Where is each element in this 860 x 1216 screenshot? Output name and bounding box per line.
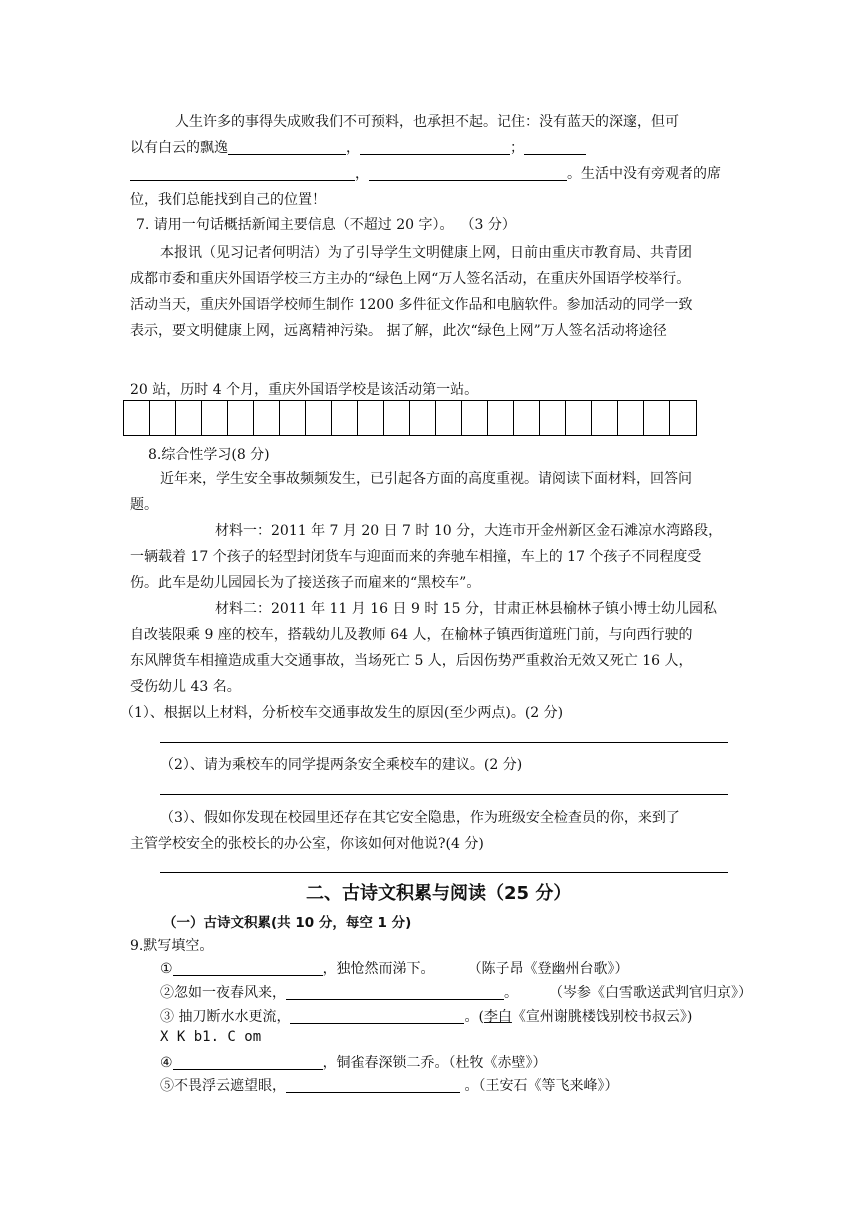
grid-cell[interactable]: [150, 401, 176, 435]
blank[interactable]: [360, 138, 510, 155]
q8-sub3-line-2: 主管学校安全的张校长的办公室，你该如何对他说?(4 分): [130, 836, 484, 852]
grid-cell[interactable]: [228, 401, 254, 435]
grid-cell[interactable]: [332, 401, 358, 435]
q7-prompt-text: 7. 请用一句话概括新闻主要信息（不超过 20 字）。: [136, 217, 454, 233]
item-marker: ①: [160, 961, 173, 977]
news-line-2: 成都市委和重庆外国语学校三方主办的“绿色上网“万人签名活动，在重庆外国语学校举行。: [130, 271, 691, 287]
grid-cell[interactable]: [436, 401, 462, 435]
item-text: ②忽如一夜春风来，: [160, 985, 286, 1001]
section2-subheading: （一）古诗文积累(共 10 分，每空 1 分): [163, 915, 412, 931]
item-author: 李白: [483, 1009, 512, 1025]
q9-title: 9.默写填空。: [130, 938, 214, 954]
material1-line-3: 伤。此车是幼儿园园长为了接送孩子而雇来的“黑校车”。: [130, 575, 481, 591]
blank[interactable]: [173, 959, 323, 976]
grid-cell[interactable]: [670, 401, 696, 435]
q8-intro-2: 题。: [130, 497, 158, 513]
section2-heading: 二、古诗文积累与阅读（25 分）: [306, 883, 572, 904]
grid-cell[interactable]: [644, 401, 670, 435]
q9-item-4: [160, 1052, 547, 1072]
item-marker: ④: [160, 1055, 173, 1071]
colon: ；: [510, 140, 524, 156]
q9-item-1: [160, 958, 629, 978]
passage-line-3: [130, 163, 721, 183]
item-source: 《宣州谢朓楼饯别校书叔云》): [511, 1009, 693, 1025]
grid-cell[interactable]: [202, 401, 228, 435]
material2-line-4: 受伤幼儿 43 名。: [130, 679, 241, 695]
blank[interactable]: [290, 1007, 464, 1024]
grid-cell[interactable]: [280, 401, 306, 435]
answer-line[interactable]: [160, 872, 728, 873]
blank[interactable]: [228, 138, 346, 155]
q9-item-5: [160, 1075, 618, 1095]
grid-cell[interactable]: [306, 401, 332, 435]
blank[interactable]: [369, 164, 567, 181]
q8-intro-1: 近年来，学生安全事故频频发生，已引起各方面的高度重视。请阅读下面材料，回答问: [160, 471, 692, 487]
material2-line-1: 材料二：2011 年 11 月 16 日 9 时 15 分，甘肃正林县榆林子镇小博士幼儿园私: [215, 601, 718, 617]
passage-line-1: 人生许多的事得失成败我们不可预料，也承担不起。记住：没有蓝天的深邃，但可: [175, 114, 679, 130]
passage-line-4: 位，我们总能找到自己的位置！: [130, 192, 326, 208]
q7-prompt: [136, 214, 516, 234]
item-text: 。（王安石《等飞来峰》）: [460, 1078, 619, 1094]
item-source: （陈子昂《登幽州台歌》）: [474, 961, 629, 977]
q9-item-3: [160, 1006, 692, 1026]
blank[interactable]: [130, 164, 355, 181]
grid-cell[interactable]: [462, 401, 488, 435]
news-line-5: 20 站，历时 4 个月，重庆外国语学校是该活动第一站。: [130, 382, 479, 398]
grid-cell[interactable]: [358, 401, 384, 435]
answer-line[interactable]: [160, 794, 728, 795]
q7-score: （3 分）: [467, 217, 516, 233]
item-text: ，独怆然而涕下。: [322, 961, 435, 977]
news-line-4: 表示，要文明健康上网，远离精神污染。 据了解，此次“绿色上网”万人签名活动将途径: [130, 323, 667, 339]
q8-sub1: （1）、根据以上材料，分析校车交通事故发生的原因(至少两点)。(2 分): [120, 705, 564, 721]
q9-item-2: [160, 982, 752, 1002]
item-text: ，铜雀春深锁二乔。（杜牧《赤壁》）: [322, 1055, 547, 1071]
watermark: X K b1. C om: [160, 1029, 262, 1045]
passage-line-2: [130, 137, 586, 157]
grid-cell[interactable]: [254, 401, 280, 435]
material1-line-1: 材料一：2011 年 7 月 20 日 7 时 10 分，大连市开金州新区金石滩凉水湾路段，: [215, 523, 723, 539]
comma: ，: [355, 166, 369, 182]
grid-cell[interactable]: [540, 401, 566, 435]
grid-cell[interactable]: [124, 401, 150, 435]
grid-cell[interactable]: [176, 401, 202, 435]
comma: ，: [346, 140, 360, 156]
grid-cell[interactable]: [514, 401, 540, 435]
material2-line-2: 自改装限乘 9 座的校车，搭载幼儿及教师 64 人，在榆林子镇西街道班门前，与向西行驶的: [130, 627, 693, 643]
item-source: （岑参《白雪歌送武判官归京》）: [556, 985, 752, 1001]
blank[interactable]: [286, 983, 504, 1000]
item-text: 。: [504, 985, 518, 1001]
item-text: 。(: [464, 1009, 484, 1025]
blank[interactable]: [524, 138, 586, 155]
answer-grid[interactable]: [123, 400, 697, 436]
material2-line-3: 东风牌货车相撞造成重大交通事故，当场死亡 5 人，后因伤势严重救治无效又死亡 16 人，: [130, 653, 693, 669]
blank[interactable]: [286, 1076, 460, 1093]
item-text: ⑤不畏浮云遮望眼，: [160, 1078, 286, 1094]
grid-cell[interactable]: [488, 401, 514, 435]
passage-line-3-end: 。生活中没有旁观者的席: [567, 166, 721, 182]
q8-title: 8.综合性学习(8 分): [148, 447, 270, 463]
blank[interactable]: [173, 1053, 323, 1070]
news-line-1: 本报讯（见习记者何明洁）为了引导学生文明健康上网，日前由重庆市教育局、共青团: [160, 245, 692, 261]
grid-cell[interactable]: [566, 401, 592, 435]
grid-cell[interactable]: [618, 401, 644, 435]
news-line-3: 活动当天，重庆外国语学校师生制作 1200 多件征文作品和电脑软件。参加活动的同学一致: [130, 297, 693, 313]
material1-line-2: 一辆载着 17 个孩子的轻型封闭货车与迎面而来的奔驰车相撞，车上的 17 个孩子不同程度受: [130, 549, 702, 565]
grid-cell[interactable]: [410, 401, 436, 435]
passage-line-2-text: 以有白云的飘逸: [130, 140, 228, 156]
q8-sub3-line-1: （3）、假如你发现在校园里还存在其它安全隐患，作为班级安全检查员的你，来到了: [160, 810, 680, 826]
answer-line[interactable]: [160, 742, 728, 743]
q8-sub2: （2）、请为乘校车的同学提两条安全乘校车的建议。(2 分): [160, 757, 523, 773]
grid-cell[interactable]: [384, 401, 410, 435]
grid-cell[interactable]: [592, 401, 618, 435]
item-text: ③ 抽刀断水水更流，: [160, 1009, 291, 1025]
